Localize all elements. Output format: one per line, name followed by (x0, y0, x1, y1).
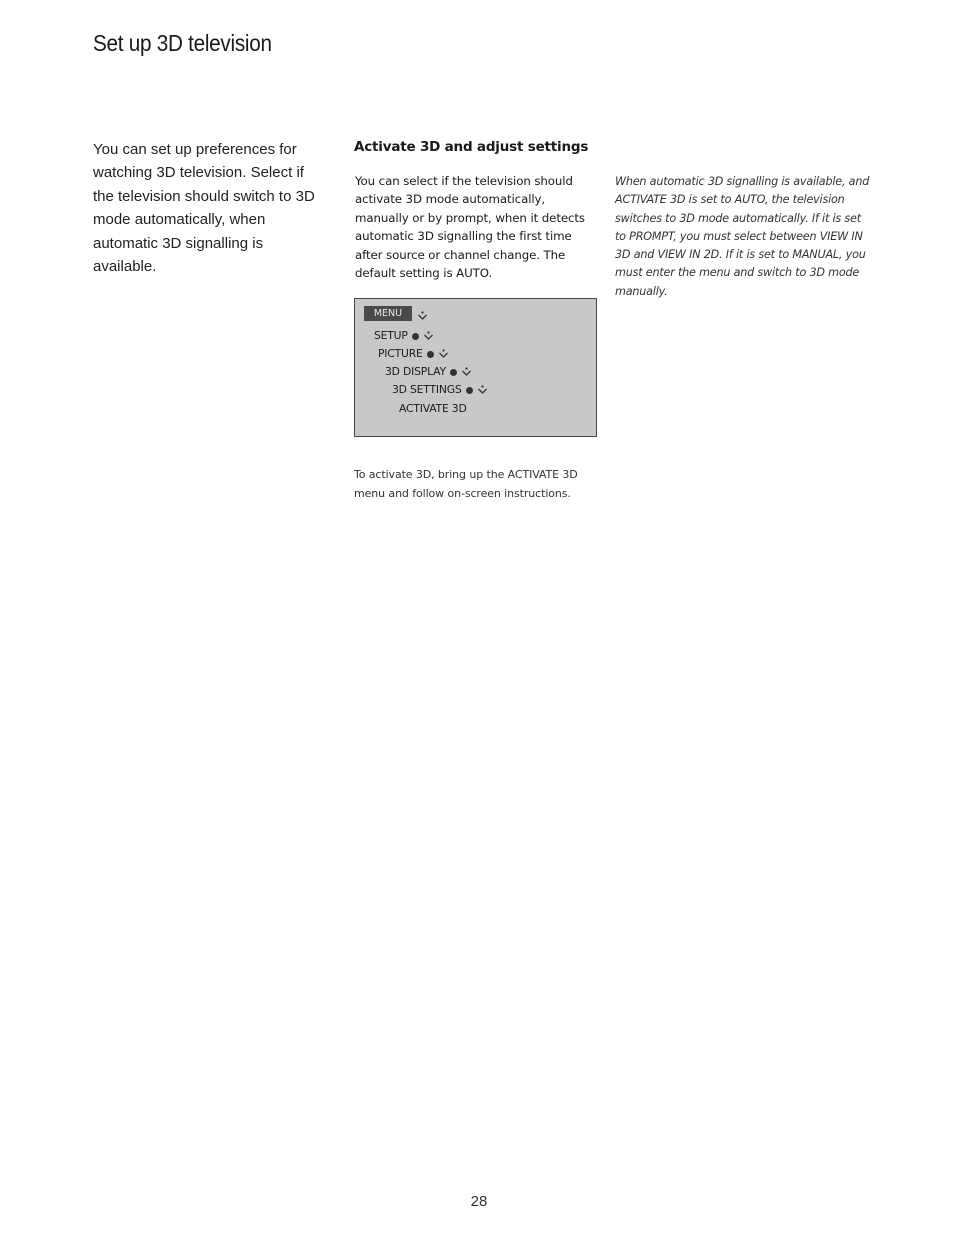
page-number: 28 (470, 1193, 488, 1210)
body-paragraph: You can select if the television should activate 3D mode automatically, manually or by prompt, when it detects automatic 3D signalling the first time after source or channel change. The default setting is AUTO. (355, 174, 585, 281)
dot-icon (450, 369, 457, 376)
chevron-down-icon (417, 311, 428, 321)
menu-item-3d-settings (392, 383, 488, 397)
menu-item-label: 3D SETTINGS (392, 383, 462, 396)
menu-item-setup (374, 329, 434, 343)
intro-paragraph: You can set up preferences for watching 3D television. Select if the television should switch to 3D mode automatically, when automatic 3D signalling is available. (93, 141, 315, 276)
note-paragraph: When automatic 3D signalling is available, and ACTIVATE 3D is set to AUTO, the television switches to 3D mode automatically. If it is set to PROMPT, you must select between VIEW IN 3D and VIEW IN 2D. If it is set to MANUAL, you must enter the menu and switch to 3D mode manually. (615, 175, 870, 298)
menu-tag: MENU (364, 306, 412, 321)
chevron-down-icon (477, 385, 488, 395)
page-title: Set up 3D television (93, 30, 272, 56)
chevron-down-icon (461, 367, 472, 377)
menu-item-label: ACTIVATE 3D (399, 402, 467, 415)
dot-icon (412, 333, 419, 340)
chevron-down-icon (438, 349, 449, 359)
menu-item-label: 3D DISPLAY (385, 365, 446, 378)
dot-icon (466, 387, 473, 394)
menu-item-label: PICTURE (378, 347, 423, 360)
dot-icon (427, 351, 434, 358)
menu-path-illustration (354, 298, 597, 437)
menu-item-label: SETUP (374, 329, 408, 342)
menu-item-3d-display (385, 365, 472, 379)
chevron-down-icon (423, 331, 434, 341)
section-heading: Activate 3D and adjust settings (354, 139, 589, 155)
menu-item-picture (378, 347, 449, 361)
menu-item-activate-3d (399, 402, 467, 416)
menu-caption: To activate 3D, bring up the ACTIVATE 3D menu and follow on-screen instructions. (354, 468, 578, 500)
